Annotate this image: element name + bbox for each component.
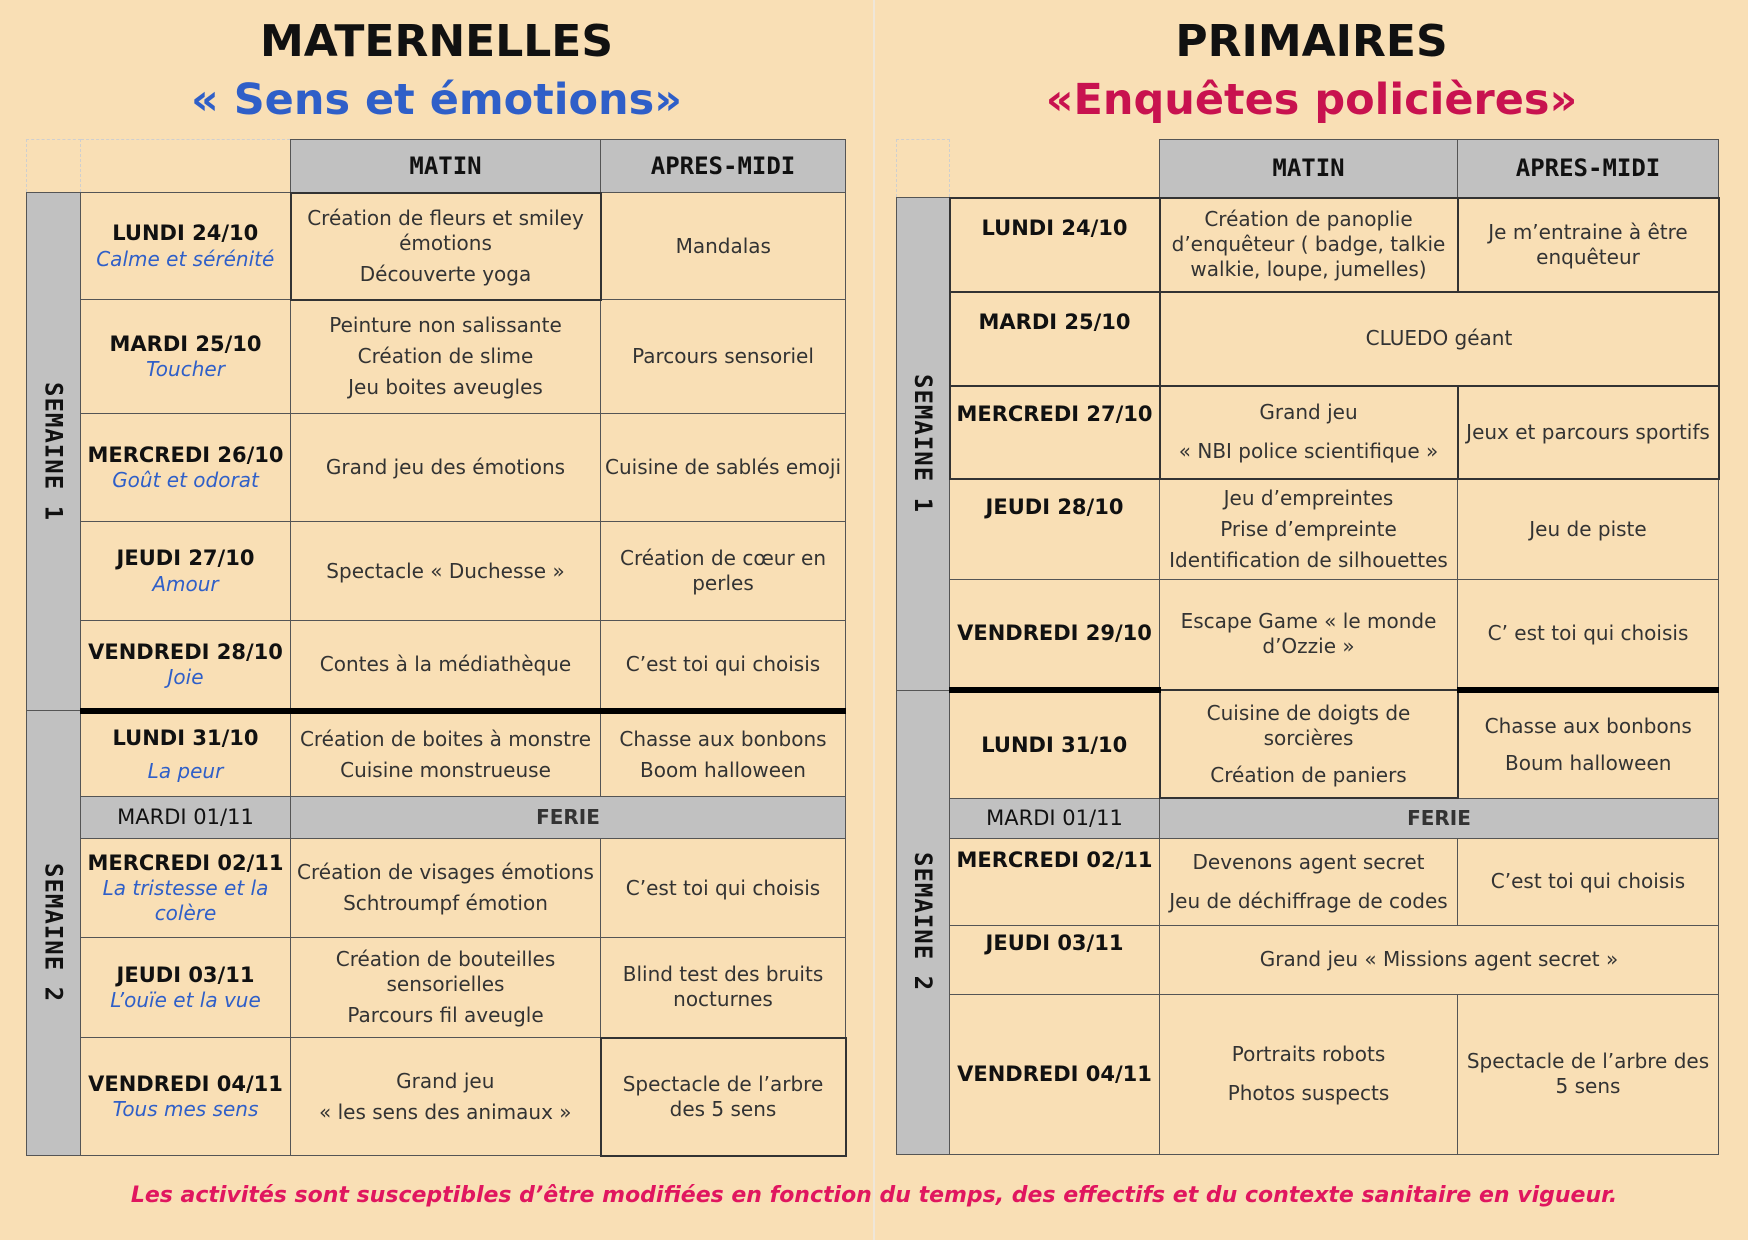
day-cell [81, 938, 291, 1038]
apres-midi-cell: Blind test des bruits nocturnes [601, 938, 846, 1038]
matin-cell: Devenons agent secret Jeu de déchiffrage de codes [1160, 838, 1458, 925]
primaires-subtitle: «Enquêtes policières» [1045, 75, 1578, 125]
day-theme: Goût et odorat [112, 468, 259, 493]
matin-cell: Spectacle « Duchesse » [291, 522, 601, 621]
apres-midi-cell: Parcours sensoriel [601, 300, 846, 414]
day-cell [950, 690, 1160, 798]
day-name: VENDREDI 04/11 [957, 1061, 1152, 1086]
day-cell [950, 198, 1160, 292]
week-1-label: SEMAINE 1 [39, 381, 68, 522]
primaires-title: PRIMAIRES [1175, 16, 1448, 67]
day-name: JEUDI 03/11 [116, 962, 255, 987]
col-apres-midi-header: APRES-MIDI [1458, 140, 1719, 198]
matin-cell: Cuisine de doigts de sorcières Création de paniers [1160, 690, 1458, 798]
day-name: LUNDI 31/10 [112, 726, 259, 751]
day-name: JEUDI 27/10 [116, 546, 255, 571]
blank-corner [81, 140, 291, 193]
day-cell [81, 414, 291, 522]
apres-midi-cell: Mandalas [601, 193, 846, 300]
week-1-label-cell [897, 198, 950, 691]
day-cell [950, 479, 1160, 580]
day-name: MARDI 01/11 [117, 805, 254, 830]
matin-cell: Création de boites à monstre Cuisine monstrueuse [291, 711, 601, 797]
week-1-label-cell [27, 193, 81, 711]
blank-corner [950, 140, 1160, 198]
ferie-cell: FERIE [1160, 798, 1719, 838]
day-cell [81, 797, 291, 839]
apres-midi-cell: Chasse aux bonbons Boom halloween [601, 711, 846, 797]
apres-midi-cell: Jeu de piste [1458, 479, 1719, 580]
matin-cell: Escape Game « le monde d’Ozzie » [1160, 579, 1458, 690]
matin-cell: Grand jeu « les sens des animaux » [291, 1038, 601, 1156]
day-cell [81, 1038, 291, 1156]
day-theme: L’ouïe et la vue [110, 988, 261, 1013]
day-name: MERCREDI 02/11 [87, 850, 284, 875]
matin-cell: Création de fleurs et smiley émotions Découverte yoga [291, 193, 601, 300]
day-theme: La peur [147, 759, 224, 784]
week-2-label: SEMAINE 2 [39, 863, 68, 1003]
primaires-schedule-table [896, 139, 1720, 1155]
maternelles-schedule-table [26, 139, 847, 1157]
primaires-section [875, 0, 1748, 1240]
apres-midi-cell: C’est toi qui choisis [601, 839, 846, 938]
day-name: JEUDI 03/11 [985, 930, 1124, 955]
matin-cell: Création de panoplie d’enquêteur ( badge, talkie walkie, loupe, jumelles) [1160, 198, 1458, 292]
maternelles-title: MATERNELLES [259, 16, 614, 67]
matin-cell: Portraits robots Photos suspects [1160, 994, 1458, 1154]
col-apres-midi-header: APRES-MIDI [601, 140, 846, 193]
matin-cell: Création de visages émotions Schtroumpf émotion [291, 839, 601, 938]
blank-corner [27, 140, 81, 193]
day-cell [81, 839, 291, 938]
day-theme: Amour [152, 571, 219, 596]
day-cell [81, 621, 291, 711]
ferie-cell: FERIE [291, 797, 846, 839]
full-day-cell: Grand jeu « Missions agent secret » [1160, 925, 1719, 994]
day-theme: La tristesse et la colère [102, 876, 269, 926]
day-cell [81, 193, 291, 300]
day-name: MARDI 01/11 [986, 805, 1123, 830]
day-theme: Calme et sérénité [96, 246, 275, 271]
apres-midi-cell: C’est toi qui choisis [1458, 838, 1719, 925]
apres-midi-cell: C’ est toi qui choisis [1458, 579, 1719, 690]
day-name: VENDREDI 28/10 [88, 639, 283, 664]
apres-midi-cell: Création de cœur en perles [601, 522, 846, 621]
day-cell [950, 292, 1160, 386]
maternelles-section [0, 0, 873, 1240]
day-name: LUNDI 24/10 [981, 215, 1128, 240]
apres-midi-cell: C’est toi qui choisis [601, 621, 846, 711]
col-matin-header: MATIN [291, 140, 601, 193]
day-cell [950, 386, 1160, 479]
apres-midi-cell: Spectacle de l’arbre des 5 sens [1458, 994, 1719, 1154]
blank-corner [897, 140, 950, 198]
day-cell [81, 300, 291, 414]
day-theme: Joie [167, 664, 204, 689]
apres-midi-cell: Chasse aux bonbons Boum halloween [1458, 690, 1719, 798]
week-2-label-cell [27, 711, 81, 1156]
day-name: MARDI 25/10 [978, 309, 1131, 334]
matin-cell: Contes à la médiathèque [291, 621, 601, 711]
week-2-label-cell [897, 690, 950, 1154]
matin-cell: Grand jeu des émotions [291, 414, 601, 522]
apres-midi-cell: Cuisine de sablés emoji [601, 414, 846, 522]
day-name: LUNDI 24/10 [112, 221, 259, 246]
day-cell [950, 798, 1160, 838]
day-name: MERCREDI 27/10 [956, 401, 1153, 426]
day-cell [81, 522, 291, 621]
day-name: MARDI 25/10 [109, 331, 262, 356]
day-name: MERCREDI 02/11 [956, 847, 1153, 872]
day-cell [950, 925, 1160, 994]
footnote: Les activités sont susceptibles d’être modifiées en fonction du temps, des effectifs et du contexte sanitaire en vigueur. [130, 1183, 1618, 1208]
day-cell [950, 579, 1160, 690]
col-matin-header: MATIN [1160, 140, 1458, 198]
matin-cell: Peinture non salissante Création de slime Jeu boites aveugles [291, 300, 601, 414]
day-name: JEUDI 28/10 [985, 494, 1124, 519]
maternelles-subtitle: « Sens et émotions» [190, 75, 683, 125]
day-name: LUNDI 31/10 [981, 733, 1128, 758]
week-2-label: SEMAINE 2 [909, 852, 937, 992]
day-theme: Toucher [146, 357, 225, 382]
day-cell [81, 711, 291, 797]
matin-cell: Jeu d’empreintes Prise d’empreinte Identification de silhouettes [1160, 479, 1458, 580]
day-name: MERCREDI 26/10 [87, 442, 284, 467]
apres-midi-cell: Jeux et parcours sportifs [1458, 386, 1719, 479]
day-name: VENDREDI 29/10 [957, 621, 1152, 646]
day-cell [950, 994, 1160, 1154]
full-day-cell: CLUEDO géant [1160, 292, 1719, 386]
matin-cell: Grand jeu « NBI police scientifique » [1160, 386, 1458, 479]
apres-midi-cell: Spectacle de l’arbre des 5 sens [601, 1038, 846, 1156]
matin-cell: Création de bouteilles sensorielles Parcours fil aveugle [291, 938, 601, 1038]
week-1-label: SEMAINE 1 [908, 374, 937, 514]
day-name: VENDREDI 04/11 [88, 1071, 283, 1096]
apres-midi-cell: Je m’entraine à être enquêteur [1458, 198, 1719, 292]
day-theme: Tous mes sens [112, 1097, 259, 1122]
day-cell [950, 838, 1160, 925]
